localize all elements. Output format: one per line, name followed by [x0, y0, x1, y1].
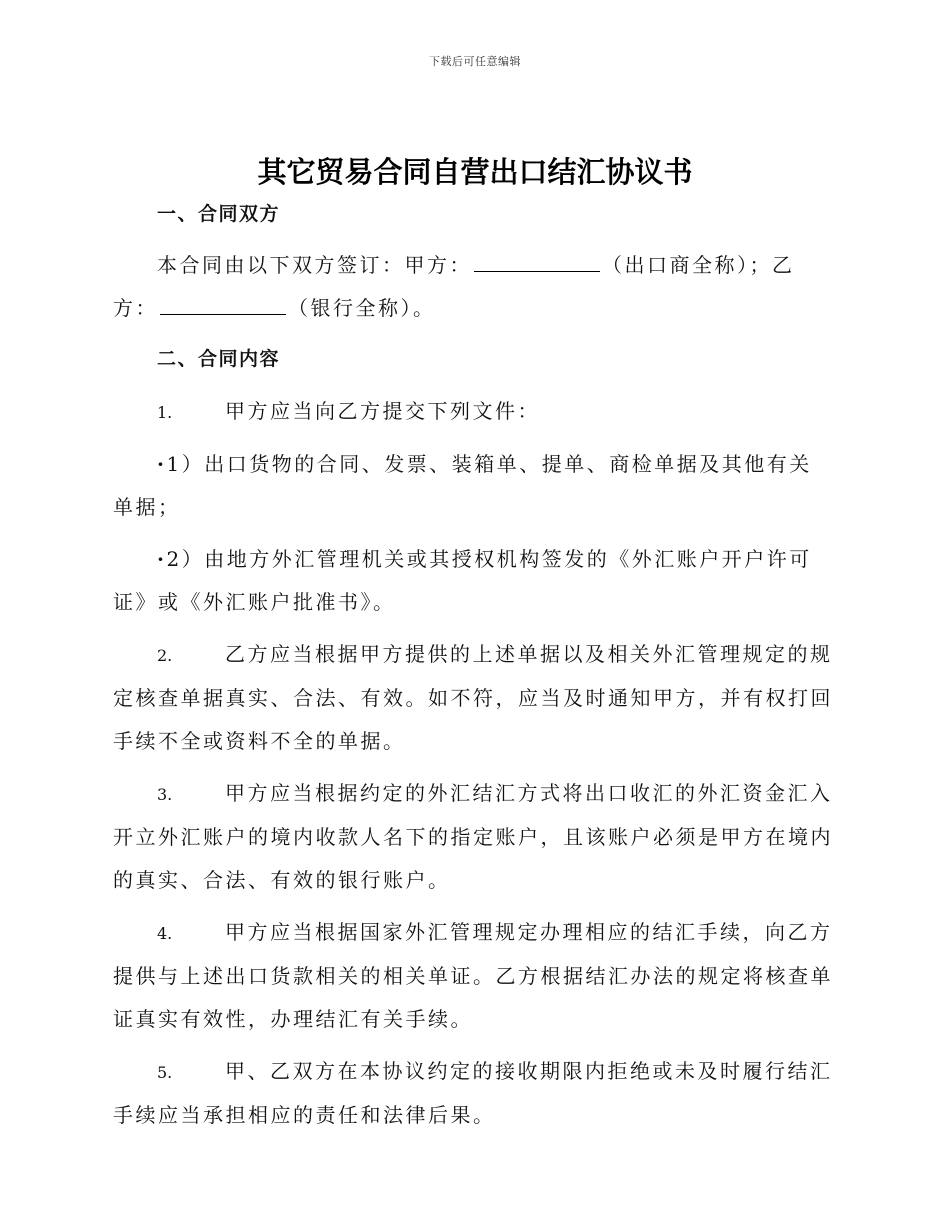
clause-1: [113, 390, 833, 434]
clause-5: [113, 1050, 833, 1137]
clause-text: 甲方应当根据约定的外汇结汇方式将出口收汇的外汇资金汇入开立外汇账户的境内收款人名下的指定账户，且该账户必须是甲方在境内的真实、合法、有效的银行账户。: [113, 781, 833, 892]
clause-number: 5.: [157, 1063, 173, 1082]
parties-text-a: 本合同由以下双方签订：甲方：: [157, 253, 472, 277]
section-heading-parties: 一、合同双方: [157, 203, 281, 225]
sub-item-text: 1）出口货物的合同、发票、装箱单、提单、商检单据及其他有关单据；: [113, 452, 812, 519]
clause-text: 甲、乙双方在本协议约定的接收期限内拒绝或未及时履行结汇手续应当承担相应的责任和法律后果。: [113, 1059, 833, 1127]
parties-text-c: （银行全称）。: [288, 296, 436, 320]
clause-2: [113, 633, 833, 763]
clause-text: 乙方应当根据甲方提供的上述单据以及相关外汇管理规定的规定核查单据真实、合法、有效。如不符，应当及时通知甲方，并有权打回手续不全或资料不全的单据。: [113, 642, 833, 753]
bullet-marker: ·: [157, 547, 167, 571]
clause-number: 2.: [157, 646, 173, 665]
clause-number: 1.: [157, 403, 173, 422]
party-a-blank: [474, 251, 600, 272]
clause-text: 甲方应当向乙方提交下列文件：: [225, 399, 540, 423]
clause-number: 4.: [157, 924, 173, 943]
parties-paragraph: [113, 244, 833, 330]
bullet-marker: ·: [157, 452, 167, 476]
party-b-blank: [160, 294, 286, 315]
clause-text: 甲方应当根据国家外汇管理规定办理相应的结汇手续，向乙方提供与上述出口货款相关的相关单证。乙方根据结汇办法的规定将核查单证真实有效性，办理结汇有关手续。: [113, 920, 833, 1031]
clause-4: [113, 911, 833, 1041]
document-body: [113, 193, 833, 1137]
clause-3: [113, 772, 833, 902]
sub-item-text: 2）由地方外汇管理机关或其授权机构签发的《外汇账户开户许可证》或《外汇账户批准书》。: [113, 547, 812, 614]
sub-item-2: [113, 538, 833, 624]
document-title: 其它贸易合同自营出口结汇协议书: [257, 155, 693, 189]
clause-number: 3.: [157, 785, 173, 804]
header-note: 下载后可任意编辑: [429, 55, 521, 68]
section-heading-content: 二、合同内容: [157, 348, 281, 370]
parties-text-b: （出口商全称）；乙方：: [113, 253, 795, 320]
sub-item-1: [113, 443, 833, 529]
